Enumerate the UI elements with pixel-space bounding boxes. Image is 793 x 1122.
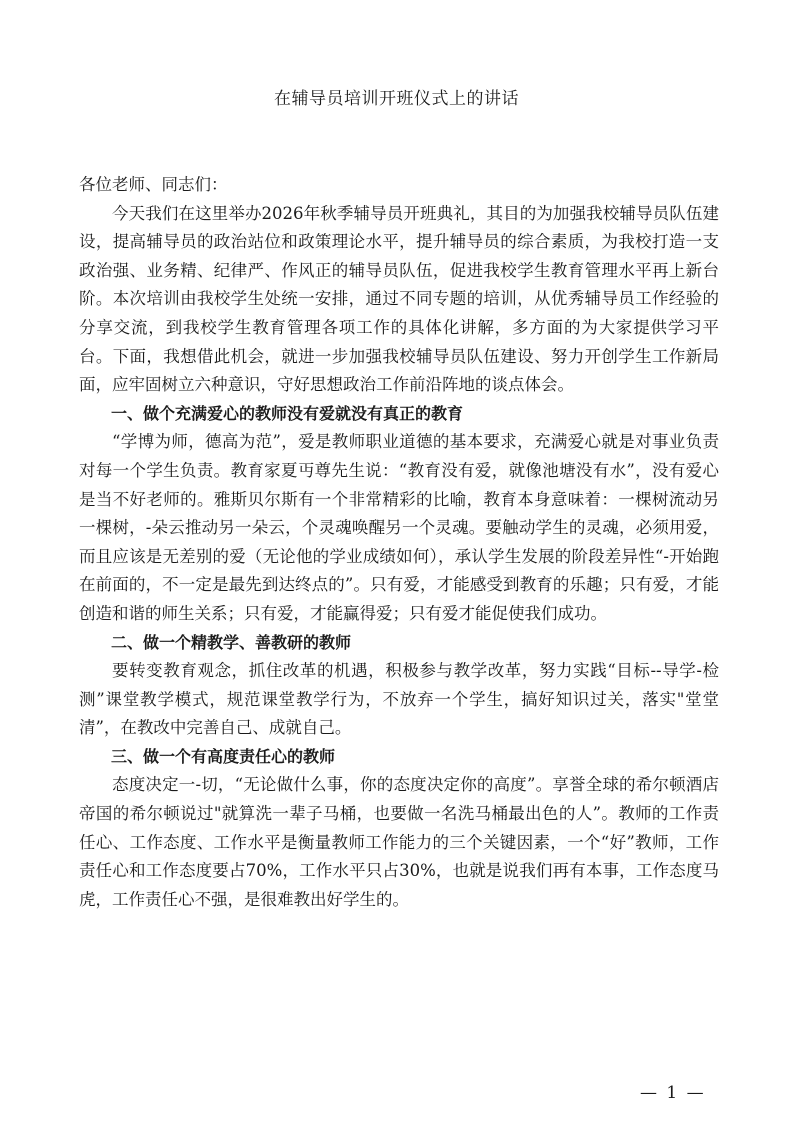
page-title: 在辅导员培训开班仪式上的讲话	[274, 89, 519, 109]
section-heading-3: 三、做一个有高度责任心的教师	[111, 746, 336, 766]
document-body	[79, 171, 719, 914]
section-body-3: 态度决定一-切，“无论做什么事，你的态度决定你的高度”。享誉全球的希尔顿酒店帝国的希尔顿说过"就算洗一辈子马桶，也要做一名洗马桶最出色的人”。教师的工作责任心、工作态度、工作水平是衡量教师工作能力的三个关键因素，一个“好”教师，工作责任心和工作态度要占70%，工作水平只占30%，也就是说我们再有本事，工作态度马虎，工作责任心不强，是很难教出好学生的。	[79, 775, 719, 909]
section-heading-1: 一、做个充满爱心的教师没有爱就没有真正的教育	[111, 403, 464, 423]
salutation: 各位老师、同志们：	[79, 175, 228, 194]
intro-paragraph: 今天我们在这里举办2026年秋季辅导员开班典礼，其目的为加强我校辅导员队伍建设，提高辅导员的政治站位和政策理论水平，提升辅导员的综合素质，为我校打造一支政治强、业务精、纪律严、作风正的辅导员队伍，促进我校学生教育管理水平再上新台阶。本次培训由我校学生处统一安排，通过不同专题的培训，从优秀辅导员工作经验的分享交流，到我校学生教育管理各项工作的具体化讲解，多方面的为大家提供学习平台。下面，我想借此机会，就进一步加强我校辅导员队伍建设、努力开创学生工作新局面，应牢固树立六种意识，守好思想政治工作前沿阵地的谈点体会。	[79, 203, 719, 395]
section-heading-2: 二、做一个精教学、善教研的教师	[111, 632, 352, 652]
section-body-1: “学博为师，德高为范”，爱是教师职业道德的基本要求，充满爱心就是对事业负责对每一个学生负责。教育家夏丏尊先生说：“教育没有爱，就像池塘没有水”，没有爱心是当不好老师的。雅斯贝尔斯有一个非常精彩的比喻，教育本身意味着：一棵树流动另一棵树，-朵云推动另一朵云，个灵魂唤醒另一个灵魂。要触动学生的灵魂，必须用爱，而且应该是无差别的爱（无论他的学业成绩如何），承认学生发展的阶段差异性“-开始跑在前面的，不一定是最先到达终点的”。只有爱，才能感受到教育的乐趣；只有爱，才能创造和谐的师生关系；只有爱，才能赢得爱；只有爱才能促使我们成功。	[79, 432, 719, 623]
page-number: — 1 —	[640, 1083, 706, 1103]
section-body-2: 要转变教育观念，抓住改革的机遇，积极参与教学改革，努力实践“目标--导学-检测”课堂教学模式，规范课堂教学行为，不放弃一个学生，搞好知识过关，落实"堂堂清”，在教改中完善自己、成就自己。	[79, 661, 719, 738]
